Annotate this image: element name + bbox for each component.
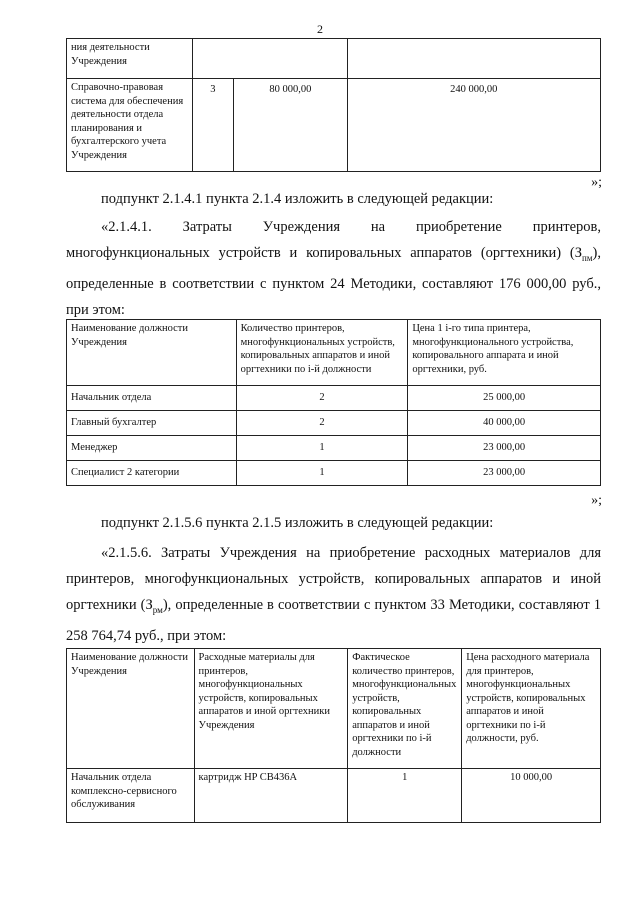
table-header-cell: Наименование должности Учреждения <box>67 649 195 769</box>
closing-quote: »; <box>591 175 602 190</box>
paragraph-subitem-2-1-5-6: подпункт 2.1.5.6 пункта 2.1.5 изложить в следующей редакции: <box>101 515 494 531</box>
symbol-subscript: пм <box>582 252 593 263</box>
table-cell: 2 <box>236 386 408 411</box>
paragraph-text: ), определенные в соответствии с пунктом 24 Методики, составляют 176 000,00 руб., при этом: <box>66 245 601 318</box>
paragraph-2-1-4-1-text <box>66 214 601 323</box>
paragraph-2-1-5-6-text <box>66 540 601 649</box>
table-cell: 1 <box>236 436 408 461</box>
table-cell: 25 000,00 <box>408 386 601 411</box>
table-cell: 23 000,00 <box>408 436 601 461</box>
paragraph-subitem-2-1-4-1: подпункт 2.1.4.1 пункта 2.1.4 изложить в следующей редакции: <box>101 191 494 207</box>
table-row <box>67 461 601 486</box>
table-row <box>67 386 601 411</box>
table-row <box>67 769 601 823</box>
table-printers <box>66 319 601 486</box>
table-cell <box>192 79 347 172</box>
table-cell: Главный бухгалтер <box>67 411 237 436</box>
table-row <box>67 436 601 461</box>
table-cell: 23 000,00 <box>408 461 601 486</box>
table-cell: 1 <box>236 461 408 486</box>
table-row <box>67 411 601 436</box>
table-cell: 2 <box>236 411 408 436</box>
page-number: 2 <box>317 22 323 36</box>
table-header-row <box>67 649 601 769</box>
table-cell: Начальник отдела <box>67 386 237 411</box>
table-cell-quantity: 3 <box>210 84 216 95</box>
table-cell: ния деятельности Учреждения <box>67 39 193 79</box>
table-row <box>67 39 601 79</box>
closing-quote: »; <box>591 493 602 508</box>
table-header-cell: Расходные материалы для принтеров, многофункциональных устройств, копировальных аппаратов и иной оргтехники Учреждения <box>194 649 348 769</box>
paragraph-text: «2.1.5.6. Затраты Учреждения на приобретение расходных материалов для принтеров, многофункциональных устройств, копировальных аппаратов и иной оргтехники (З <box>66 545 601 613</box>
symbol-subscript: рм <box>152 604 163 615</box>
table-cell: 1 <box>348 769 462 823</box>
paragraph-text: «2.1.4.1. Затраты Учреждения на приобретение принтеров, многофункциональных устройств и копировальных аппаратов (оргтехники) (З <box>66 219 601 261</box>
table-header-cell: Цена 1 i-го типа принтера, многофункционального устройства, копировального аппарата и иной оргтехники, руб. <box>408 320 601 386</box>
table-cell <box>192 39 347 79</box>
table-cell: 240 000,00 <box>347 79 600 172</box>
table-cell-price: 80 000,00 <box>269 84 312 95</box>
table-header-cell: Количество принтеров, многофункциональных устройств, копировальных аппаратов и иной оргтехники по i-й должности <box>236 320 408 386</box>
table-cell: Менеджер <box>67 436 237 461</box>
table-header-row <box>67 320 601 386</box>
table-header-cell: Цена расходного материала для принтеров, многофункциональных устройств, копировальных аппаратов и иной оргтехники по i-й должности, руб. <box>462 649 601 769</box>
table-cell: картридж HP CB436A <box>194 769 348 823</box>
table-cell: Справочно-правовая система для обеспечения деятельности отдела планирования и бухгалтерского учета Учреждения <box>67 79 193 172</box>
paragraph-text: ), определенные в соответствии с пунктом 33 Методики, составляют 1 258 764,74 руб., при этом: <box>66 597 601 644</box>
table-cell <box>347 39 600 79</box>
table-continuation <box>66 38 601 172</box>
table-consumables <box>66 648 601 823</box>
table-header-cell: Фактическое количество принтеров, многофункциональных устройств, копировальных аппаратов и иной оргтехники по i-й должности <box>348 649 462 769</box>
table-cell: 10 000,00 <box>462 769 601 823</box>
table-row <box>67 79 601 172</box>
table-cell: Специалист 2 категории <box>67 461 237 486</box>
table-cell: Начальник отдела комплексно-сервисного обслуживания <box>67 769 195 823</box>
table-cell: 40 000,00 <box>408 411 601 436</box>
table-header-cell: Наименование должности Учреждения <box>67 320 237 386</box>
